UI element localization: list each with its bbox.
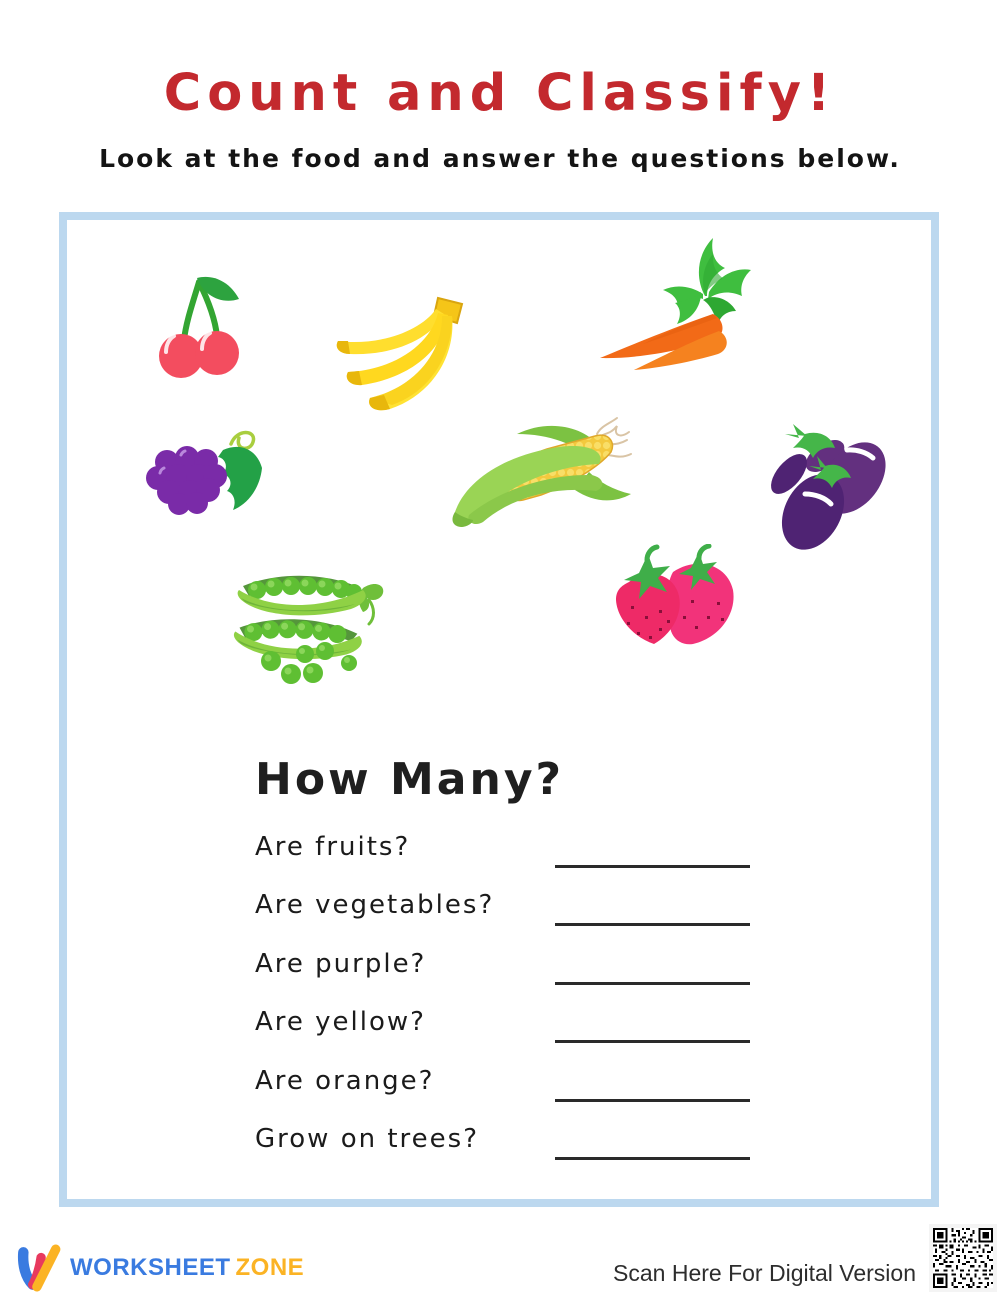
how-many-heading: How Many? [255,754,565,805]
question-label: Grow on trees? [255,1124,480,1154]
answer-blank[interactable] [555,1040,750,1043]
qr-code [933,1228,993,1288]
peas-icon [231,560,393,686]
answer-blank[interactable] [555,865,750,868]
question-row [255,1066,895,1106]
answer-blank[interactable] [555,1157,750,1160]
grapes-illustration [145,424,271,518]
question-row [255,1007,895,1047]
eggplants-icon [747,422,889,554]
question-label: Are yellow? [255,1007,426,1037]
question-label: Are purple? [255,949,427,979]
question-label: Are vegetables? [255,890,495,920]
answer-blank[interactable] [555,923,750,926]
food-box [59,212,939,1207]
brand-word-zone: ZONE [235,1254,305,1281]
carrots-icon [595,234,753,376]
carrots-illustration [595,234,753,376]
question-row [255,832,895,872]
grapes-icon [145,424,271,518]
qr-code-icon [929,1224,997,1292]
worksheetzone-w-icon [16,1244,62,1292]
page-title: Count and Classify! [163,64,837,123]
strawberries-icon [601,544,743,660]
brand-word-worksheet: WORKSHEET [70,1254,231,1281]
bananas-illustration [332,290,474,422]
cherries-icon [153,272,249,384]
strawberries-illustration [601,544,743,660]
scan-here-text: Scan Here For Digital Version [613,1260,916,1286]
question-row [255,1124,895,1164]
bananas-icon [332,290,474,422]
page-subtitle: Look at the food and answer the questions below. [99,144,901,173]
question-row [255,949,895,989]
question-label: Are orange? [255,1066,435,1096]
corn-icon [449,414,635,530]
question-label: Are fruits? [255,832,411,862]
cherries-illustration [153,272,249,384]
worksheetzone-logo [16,1242,304,1294]
eggplants-illustration [747,422,889,554]
answer-blank[interactable] [555,1099,750,1102]
question-row [255,890,895,930]
answer-blank[interactable] [555,982,750,985]
peas-illustration [231,560,393,686]
corn-illustration [449,414,635,530]
